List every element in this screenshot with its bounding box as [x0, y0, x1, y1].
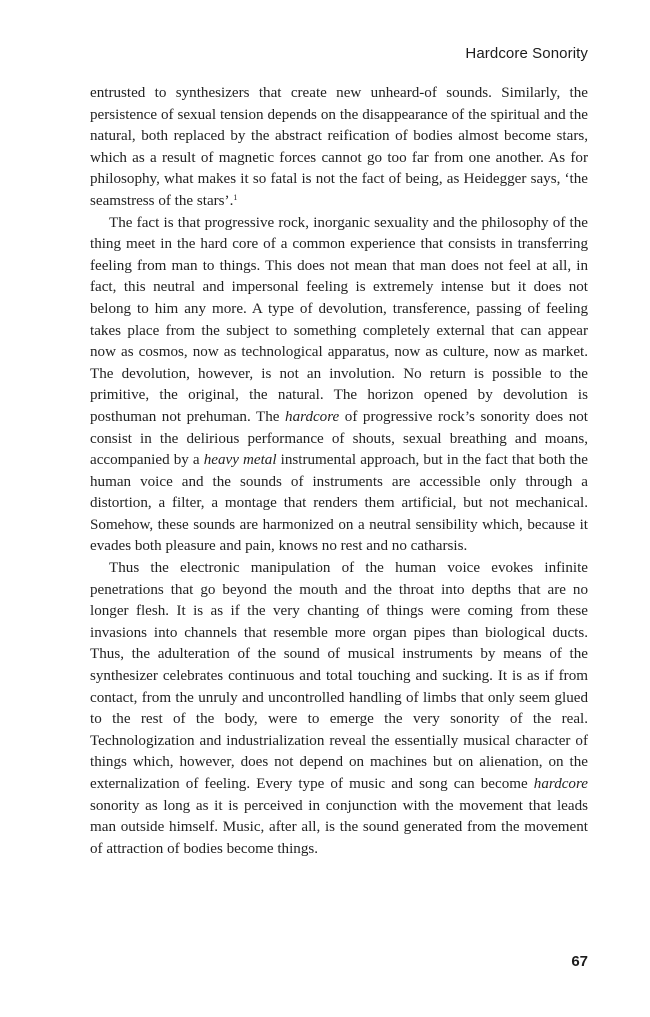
running-head-title: Hardcore Sonority: [465, 45, 588, 62]
paragraph-3-text-c: sonority as long as it is perceived in conjunction with the movement that leads man outside himself. Music, after all, is the sound generated from the movement of attraction of bodies become things.: [90, 797, 588, 857]
page-number: 67: [571, 953, 588, 970]
italic-term-hardcore: hardcore: [285, 408, 340, 425]
paragraph-3: [90, 558, 588, 860]
paragraph-1: [90, 83, 588, 213]
paragraph-3-text-a: Thus the electronic manipulation of the human voice evokes infinite penetrations that go beyond the mouth and the throat into depths that are no longer flesh. It is as if the very chanting of things were coming from these invasions into channels that resemble more organ pipes than biological ducts. Thus, the adulteration of the sound of musical instruments by means of the synthesizer celebrates continuous and total touching and sucking. It is as if from contact, from the unruly and uncontrolled handling of limbs that only seem glued to the rest of the body, were to emerge the very sonority of the real. Technologization and industrialization reveal the essentially musical character of things which, however, does not depend on machines but on alienation, on the externalization of feeling. Every type of music and song can become: [90, 560, 588, 792]
paragraph-2-text-e: instrumental approach, but in the fact that both the human voice and the sounds of instruments are accessible only through a distortion, a filter, a montage that renders them artificial, but not mechanical. Somehow, these sounds are harmonized on a neutral sensibility which, because it evades both pleasure and pain, knows no rest and no catharsis.: [90, 452, 588, 555]
paragraph-2: [90, 213, 588, 559]
footnote-reference: 1: [233, 192, 238, 202]
body-text: [90, 83, 588, 860]
paragraph-2-text-a: The fact is that progressive rock, inorganic sexuality and the philosophy of the thing meet in the hard core of a common experience that consists in transferring feeling from man to things. This does not mean that man does not feel at all, in fact, this neutral and impersonal feeling is extremely intense but it does not belong to him any more. A type of devolution, transference, passing of feeling takes place from the subject to something completely external that can appear now as cosmos, now as technological apparatus, now as culture, now as market. The devolution, however, is not an involution. No return is possible to the primitive, the original, the natural. The horizon opened by devolution is posthuman not prehuman. The: [90, 214, 588, 425]
italic-term-heavy-metal: heavy metal: [203, 452, 277, 469]
italic-term-hardcore: hardcore: [533, 776, 588, 792]
paragraph-1-text: entrusted to synthesizers that create new unheard-of sounds. Similarly, the persistence of sexual tension depends on the disappearance of the spiritual and the natural, both replaced by the abstract reification of bodies almost become stars, which as a result of magnetic forces cannot go too far from one another. As for philosophy, what makes it so fatal is not the fact of being, as Heidegger says, ‘the seamstress of the stars’.: [90, 85, 588, 209]
paragraph-2-text-c: of progressive rock’s sonority does not consist in the delirious performance of shouts, sexual breathing and moans, accompanied by a: [90, 408, 588, 469]
